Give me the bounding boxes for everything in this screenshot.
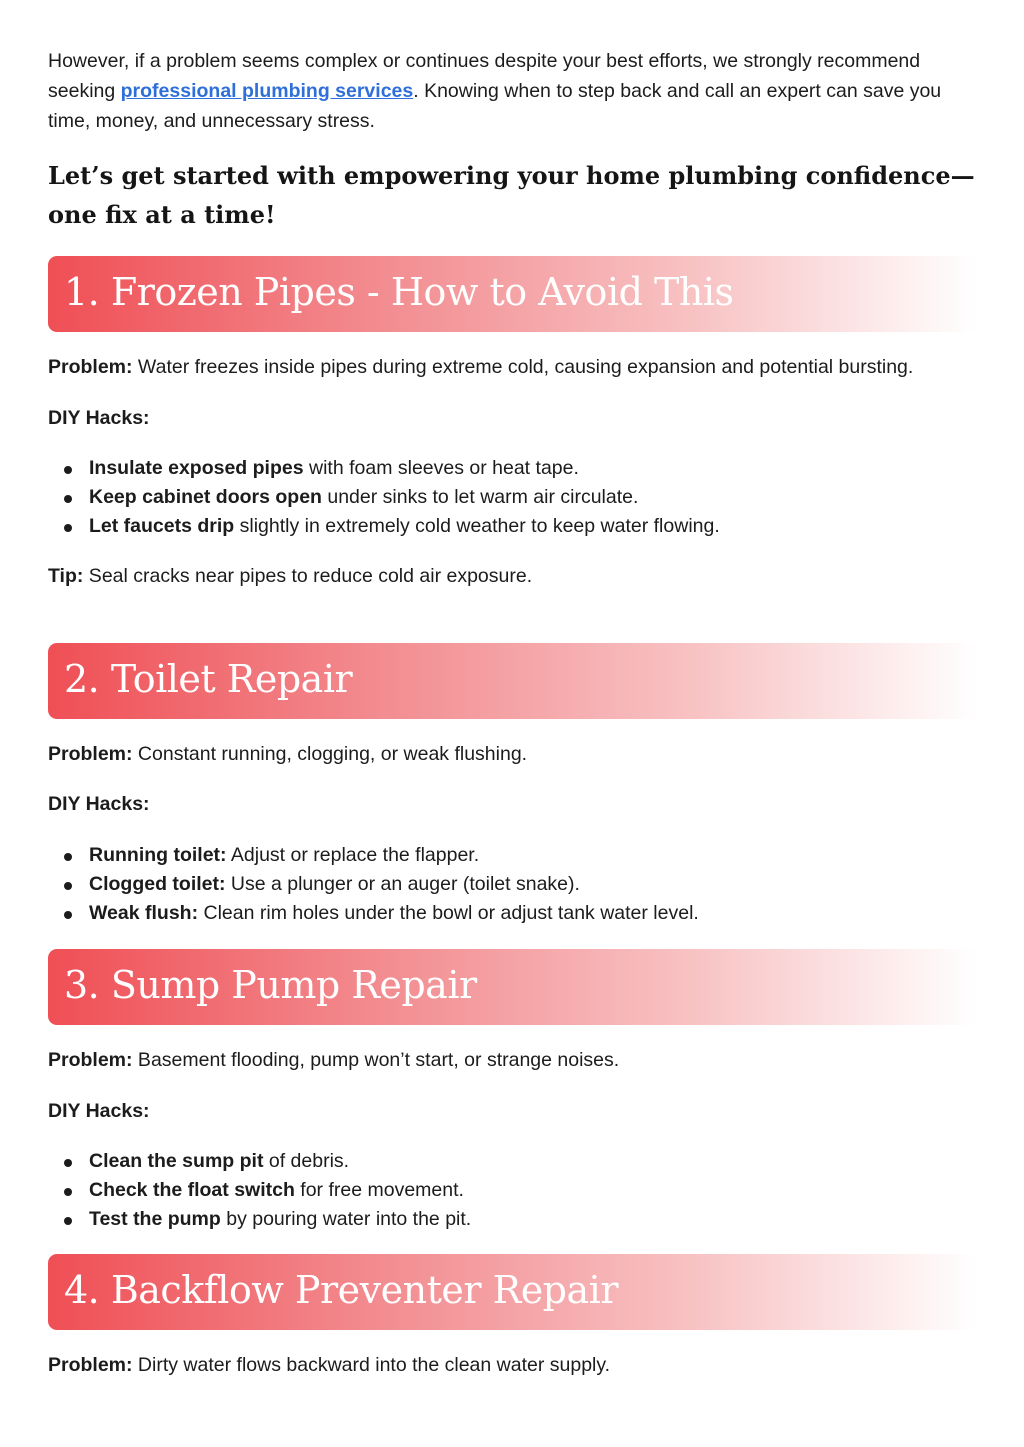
hacks-list <box>48 454 978 541</box>
list-item <box>48 870 978 899</box>
bullet-icon <box>64 524 72 532</box>
problem-label: Problem: <box>48 743 133 765</box>
hack-text: with foam sleeves or heat tape. <box>303 457 579 479</box>
bullet-icon <box>64 1217 72 1225</box>
hack-title: Clogged toilet: <box>89 873 226 895</box>
problem-paragraph <box>48 739 978 769</box>
hack-title: Running toilet: <box>89 844 227 866</box>
lead-heading: Let’s get started with empowering your home plumbing confidence—one fix at a time! <box>48 161 975 229</box>
section-banner-frozen-pipes <box>48 256 978 332</box>
hack-title: Check the float switch <box>89 1179 295 1201</box>
hack-text: Adjust or replace the flapper. <box>226 844 480 866</box>
list-item <box>48 1176 978 1205</box>
list-item <box>48 841 978 870</box>
professional-plumbing-link[interactable]: professional plumbing services <box>120 80 414 102</box>
list-item <box>48 483 978 512</box>
hack-title: Test the pump <box>89 1208 221 1230</box>
list-item <box>48 899 978 928</box>
list-item <box>48 512 978 541</box>
hacks-list <box>48 1147 978 1234</box>
diy-hacks-label: DIY Hacks: <box>48 1100 150 1122</box>
problem-text: Basement flooding, pump won’t start, or strange noises. <box>132 1049 620 1071</box>
problem-label: Problem: <box>48 356 133 378</box>
section-body-backflow-preventer-repair <box>48 1350 978 1380</box>
section-banner-backflow-preventer-repair <box>48 1254 978 1330</box>
section-banner-sump-pump-repair <box>48 949 978 1025</box>
section-body-toilet-repair <box>48 739 978 928</box>
hack-title: Insulate exposed pipes <box>89 457 304 479</box>
hacks-list <box>48 841 978 928</box>
section-title: 2. Toilet Repair <box>64 657 353 701</box>
section-banner-toilet-repair <box>48 643 978 719</box>
intro-text-end: . Knowing when to step back and call an expert can save you time, money, and unnecessary stress. <box>48 80 942 132</box>
problem-paragraph <box>48 1045 978 1075</box>
problem-text: Water freezes inside pipes during extreme cold, causing expansion and potential bursting. <box>132 356 914 378</box>
problem-label: Problem: <box>48 1049 133 1071</box>
list-item <box>48 1205 978 1234</box>
diy-hacks-label: DIY Hacks: <box>48 793 150 815</box>
bullet-icon <box>64 1188 72 1196</box>
hack-text: Use a plunger or an auger (toilet snake). <box>225 873 580 895</box>
section-title: 4. Backflow Preventer Repair <box>64 1268 618 1312</box>
hack-text: of debris. <box>263 1150 350 1172</box>
intro-paragraph <box>48 46 948 136</box>
problem-text: Constant running, clogging, or weak flushing. <box>132 743 528 765</box>
problem-paragraph <box>48 352 978 382</box>
list-item <box>48 454 978 483</box>
bullet-icon <box>64 466 72 474</box>
hack-text: for free movement. <box>294 1179 464 1201</box>
problem-paragraph <box>48 1350 978 1380</box>
problem-label: Problem: <box>48 1354 133 1376</box>
hack-text: under sinks to let warm air circulate. <box>321 486 639 508</box>
hack-text: slightly in extremely cold weather to keep water flowing. <box>234 515 720 537</box>
bullet-icon <box>64 911 72 919</box>
list-item <box>48 1147 978 1176</box>
tip-label: Tip: <box>48 565 84 587</box>
section-title: 1. Frozen Pipes - How to Avoid This <box>64 270 734 314</box>
bullet-icon <box>64 495 72 503</box>
hack-title: Let faucets drip <box>89 515 235 537</box>
section-title: 3. Sump Pump Repair <box>64 963 477 1007</box>
tip-paragraph <box>48 561 978 591</box>
bullet-icon <box>64 853 72 861</box>
hack-text: Clean rim holes under the bowl or adjust tank water level. <box>198 902 699 924</box>
diy-hacks-label: DIY Hacks: <box>48 407 150 429</box>
section-body-sump-pump-repair <box>48 1045 978 1234</box>
bullet-icon <box>64 1159 72 1167</box>
bullet-icon <box>64 882 72 890</box>
hack-title: Clean the sump pit <box>89 1150 264 1172</box>
hack-title: Keep cabinet doors open <box>89 486 322 508</box>
intro-text: However, if a problem seems complex or continues despite your best efforts, we strongly recommend seeking <box>48 50 921 102</box>
hack-title: Weak flush: <box>89 902 199 924</box>
section-body-frozen-pipes <box>48 352 978 591</box>
tip-text: Seal cracks near pipes to reduce cold air exposure. <box>83 565 533 587</box>
hack-text: by pouring water into the pit. <box>220 1208 472 1230</box>
problem-text: Dirty water flows backward into the clean water supply. <box>132 1354 611 1376</box>
